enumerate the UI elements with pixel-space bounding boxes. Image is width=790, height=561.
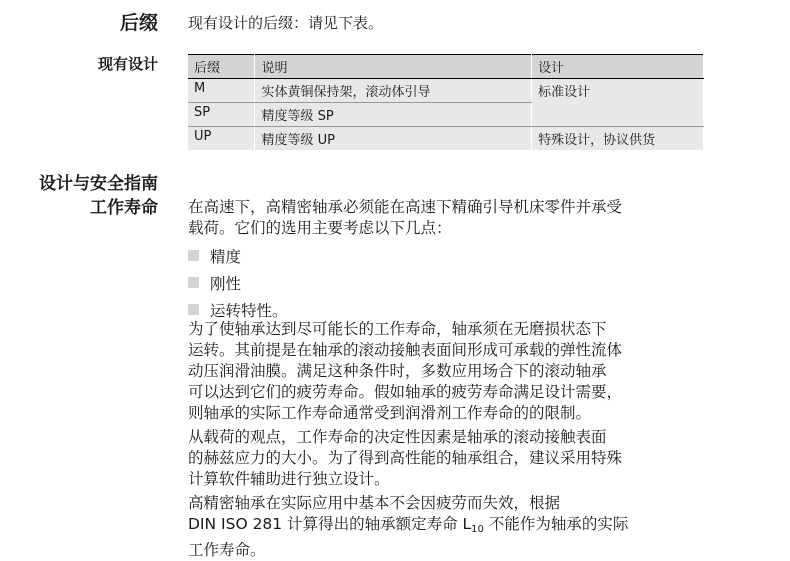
column-header-description: 说明 bbox=[255, 55, 532, 79]
text-line: 的赫兹应力的大小。为了得到高性能的轴承组合，建议采用特殊 bbox=[188, 449, 623, 467]
bullet-square-icon bbox=[188, 277, 199, 288]
column-header-design: 设计 bbox=[532, 55, 704, 79]
text-line: 从载荷的观点，工作寿命的决定性因素是轴承的滚动接触表面 bbox=[188, 428, 607, 446]
list-item bbox=[188, 242, 288, 269]
section-heading-suffix: 后缀 bbox=[119, 12, 158, 34]
section-heading-guide bbox=[39, 172, 158, 220]
guide-heading-line1: 设计与安全指南 bbox=[39, 174, 158, 194]
text-segment: 不能作为轴承的实际 bbox=[483, 515, 629, 533]
text-line: 高精密轴承在实际应用中基本不会因疲劳而失效，根据 bbox=[188, 494, 561, 512]
paragraph-load bbox=[188, 427, 708, 490]
list-item-label: 刚性 bbox=[210, 274, 242, 293]
paragraph-rating-life bbox=[188, 493, 708, 561]
criteria-list bbox=[188, 242, 288, 323]
list-item-label: 精度 bbox=[210, 247, 242, 266]
text-line: 为了使轴承达到尽可能长的工作寿命，轴承须在无磨损状态下 bbox=[188, 320, 607, 338]
paragraph-lubrication bbox=[188, 319, 708, 424]
subscript-10: 10 bbox=[471, 524, 484, 535]
list-item-label: 运转特性。 bbox=[210, 301, 288, 320]
suffix-cell: M bbox=[188, 79, 255, 103]
description-cell: 精度等级 UP bbox=[255, 127, 532, 151]
bullet-square-icon bbox=[188, 250, 199, 261]
text-line: 可以达到它们的疲劳寿命。假如轴承的疲劳寿命满足设计需要， bbox=[188, 383, 623, 401]
suffix-table bbox=[188, 54, 704, 150]
text-line: 计算软件辅助进行独立设计。 bbox=[188, 470, 390, 488]
text-segment: DIN ISO 281 计算得出的轴承额定寿命 L bbox=[188, 515, 472, 533]
list-item bbox=[188, 269, 288, 296]
design-cell-standard: 标准设计 bbox=[532, 79, 704, 127]
description-cell: 精度等级 SP bbox=[255, 103, 532, 127]
text-line: 则轴承的实际工作寿命通常受到润滑剂工作寿命的的限制。 bbox=[188, 404, 592, 422]
text-line: 工作寿命。 bbox=[188, 541, 266, 559]
bullet-square-icon bbox=[188, 304, 199, 315]
existing-design-label: 现有设计 bbox=[97, 55, 158, 73]
suffix-cell: UP bbox=[188, 127, 255, 151]
description-cell: 实体黄铜保持架，滚动体引导 bbox=[255, 79, 532, 103]
table-row bbox=[188, 127, 704, 151]
table-row bbox=[188, 79, 704, 103]
column-header-suffix: 后缀 bbox=[188, 55, 255, 79]
table-header-row bbox=[188, 55, 704, 79]
guide-heading-line2: 工作寿命 bbox=[90, 198, 158, 218]
text-line: 载荷。它们的选用主要考虑以下几点： bbox=[188, 219, 452, 237]
paragraph-intro bbox=[188, 197, 708, 239]
suffix-intro-text: 现有设计的后缀：请见下表。 bbox=[188, 14, 384, 32]
text-line: 运转。其前提是在轴承的滚动接触表面间形成可承载的弹性流体 bbox=[188, 341, 623, 359]
design-cell-special: 特殊设计，协议供货 bbox=[532, 127, 704, 151]
text-line: 动压润滑油膜。满足这种条件时，多数应用场合下的滚动轴承 bbox=[188, 362, 607, 380]
text-line: 在高速下，高精密轴承必须能在高速下精确引导机床零件并承受 bbox=[188, 198, 623, 216]
text-line-rating bbox=[188, 514, 708, 540]
suffix-cell: SP bbox=[188, 103, 255, 127]
